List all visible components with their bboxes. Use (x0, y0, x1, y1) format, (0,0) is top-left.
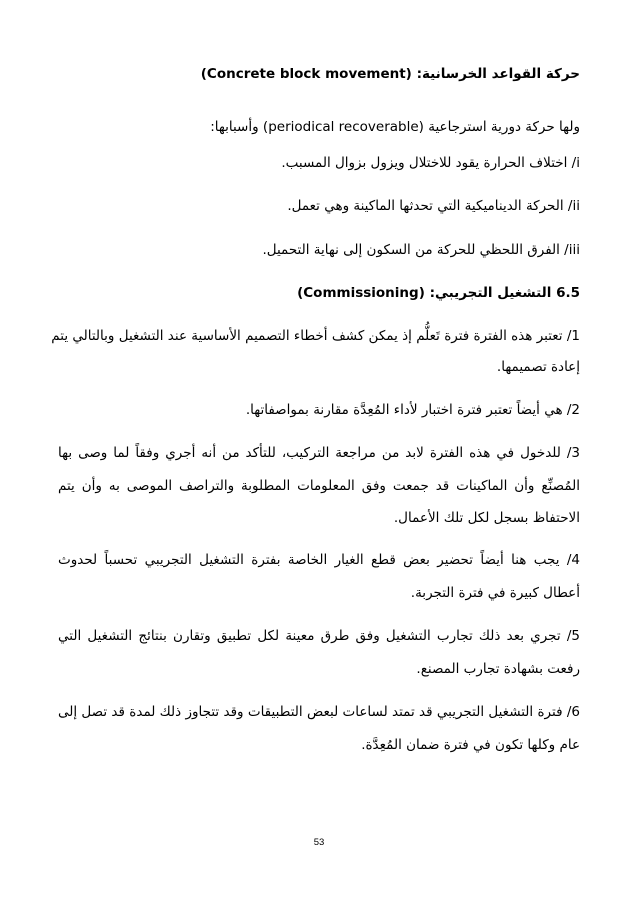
page-number: 53 (313, 837, 325, 848)
paragraph-1-line-1: 1/ تعتبر هذه الفترة فترة تَعلُّم إذ يمكن كشف أخطاء التصميم الأساسية عند التشغيل وبالتالي يتم (51, 328, 580, 344)
paragraph-5-line-1: 5/ تجري بعد ذلك تجارب التشغيل وفق طرق معينة لكل تطبيق وتقارن بنتائج التشغيل التي (58, 628, 580, 644)
section-intro (210, 117, 580, 137)
paragraph-5-line-2: رفعت بشهادة تجارب المصنع. (416, 661, 580, 677)
section-title-english: (Concrete block movement) (200, 66, 412, 82)
paragraph-6-line-1: 6/ فترة التشغيل التجريبي قد تمتد لساعات لبعض التطبيقات وقد تتجاوز ذلك لمدة قد تصل إلى (58, 704, 580, 720)
paragraph-1-line-2: إعادة تصميمها. (496, 359, 580, 375)
section-title-arabic: حركة القواعد الخرسانية: (416, 66, 580, 82)
paragraph-3-line-2: المُصنِّع وأن الماكينات قد جمعت وفق المعلومات المطلوبة والتراصف الموصى به وأن يتم (58, 478, 580, 494)
section-title (201, 64, 580, 84)
section-intro-arabic-after: وأسبابها: (210, 119, 259, 135)
paragraph-6-line-2: عام وكلها تكون في فترة ضمان المُعِدَّة. (361, 737, 580, 753)
commissioning-heading (297, 283, 580, 303)
paragraph-2-line-1: 2/ هي أيضاً تعتبر فترة اختبار لأداء المُعِدَّة مقارنة بمواصفاتها. (245, 402, 580, 418)
commissioning-title-arabic: التشغيل التجريبي: (429, 285, 552, 301)
section-intro-english: (periodical recoverable) (262, 119, 424, 135)
cause-item-2: ii/ الحركة الديناميكية التي تحدثها الماكينة وهي تعمل. (287, 198, 580, 214)
cause-item-1: i/ اختلاف الحرارة يقود للاختلال ويزول بزوال المسبب. (281, 155, 580, 171)
cause-item-3: iii/ الفرق اللحظي للحركة من السكون إلى نهاية التحميل. (262, 242, 580, 258)
section-intro-arabic-before: ولها حركة دورية استرجاعية (428, 119, 580, 135)
paragraph-4-line-1: 4/ يجب هنا أيضاً تحضير بعض قطع الغيار الخاصة بفترة التشغيل التجريبي تحسباً لحدوث (58, 552, 580, 568)
paragraph-4-line-2: أعطال كبيرة في فترة التجربة. (410, 585, 580, 601)
commissioning-title-english: (Commissioning) (297, 285, 425, 301)
commissioning-number: 6.5 (556, 285, 580, 301)
paragraph-3-line-3: الاحتفاظ بسجل لكل تلك الأعمال. (393, 510, 580, 526)
paragraph-3-line-1: 3/ للدخول في هذه الفترة لابد من مراجعة التركيب، للتأكد من أنه أجري وفقاً لما وصى بها (58, 445, 580, 461)
